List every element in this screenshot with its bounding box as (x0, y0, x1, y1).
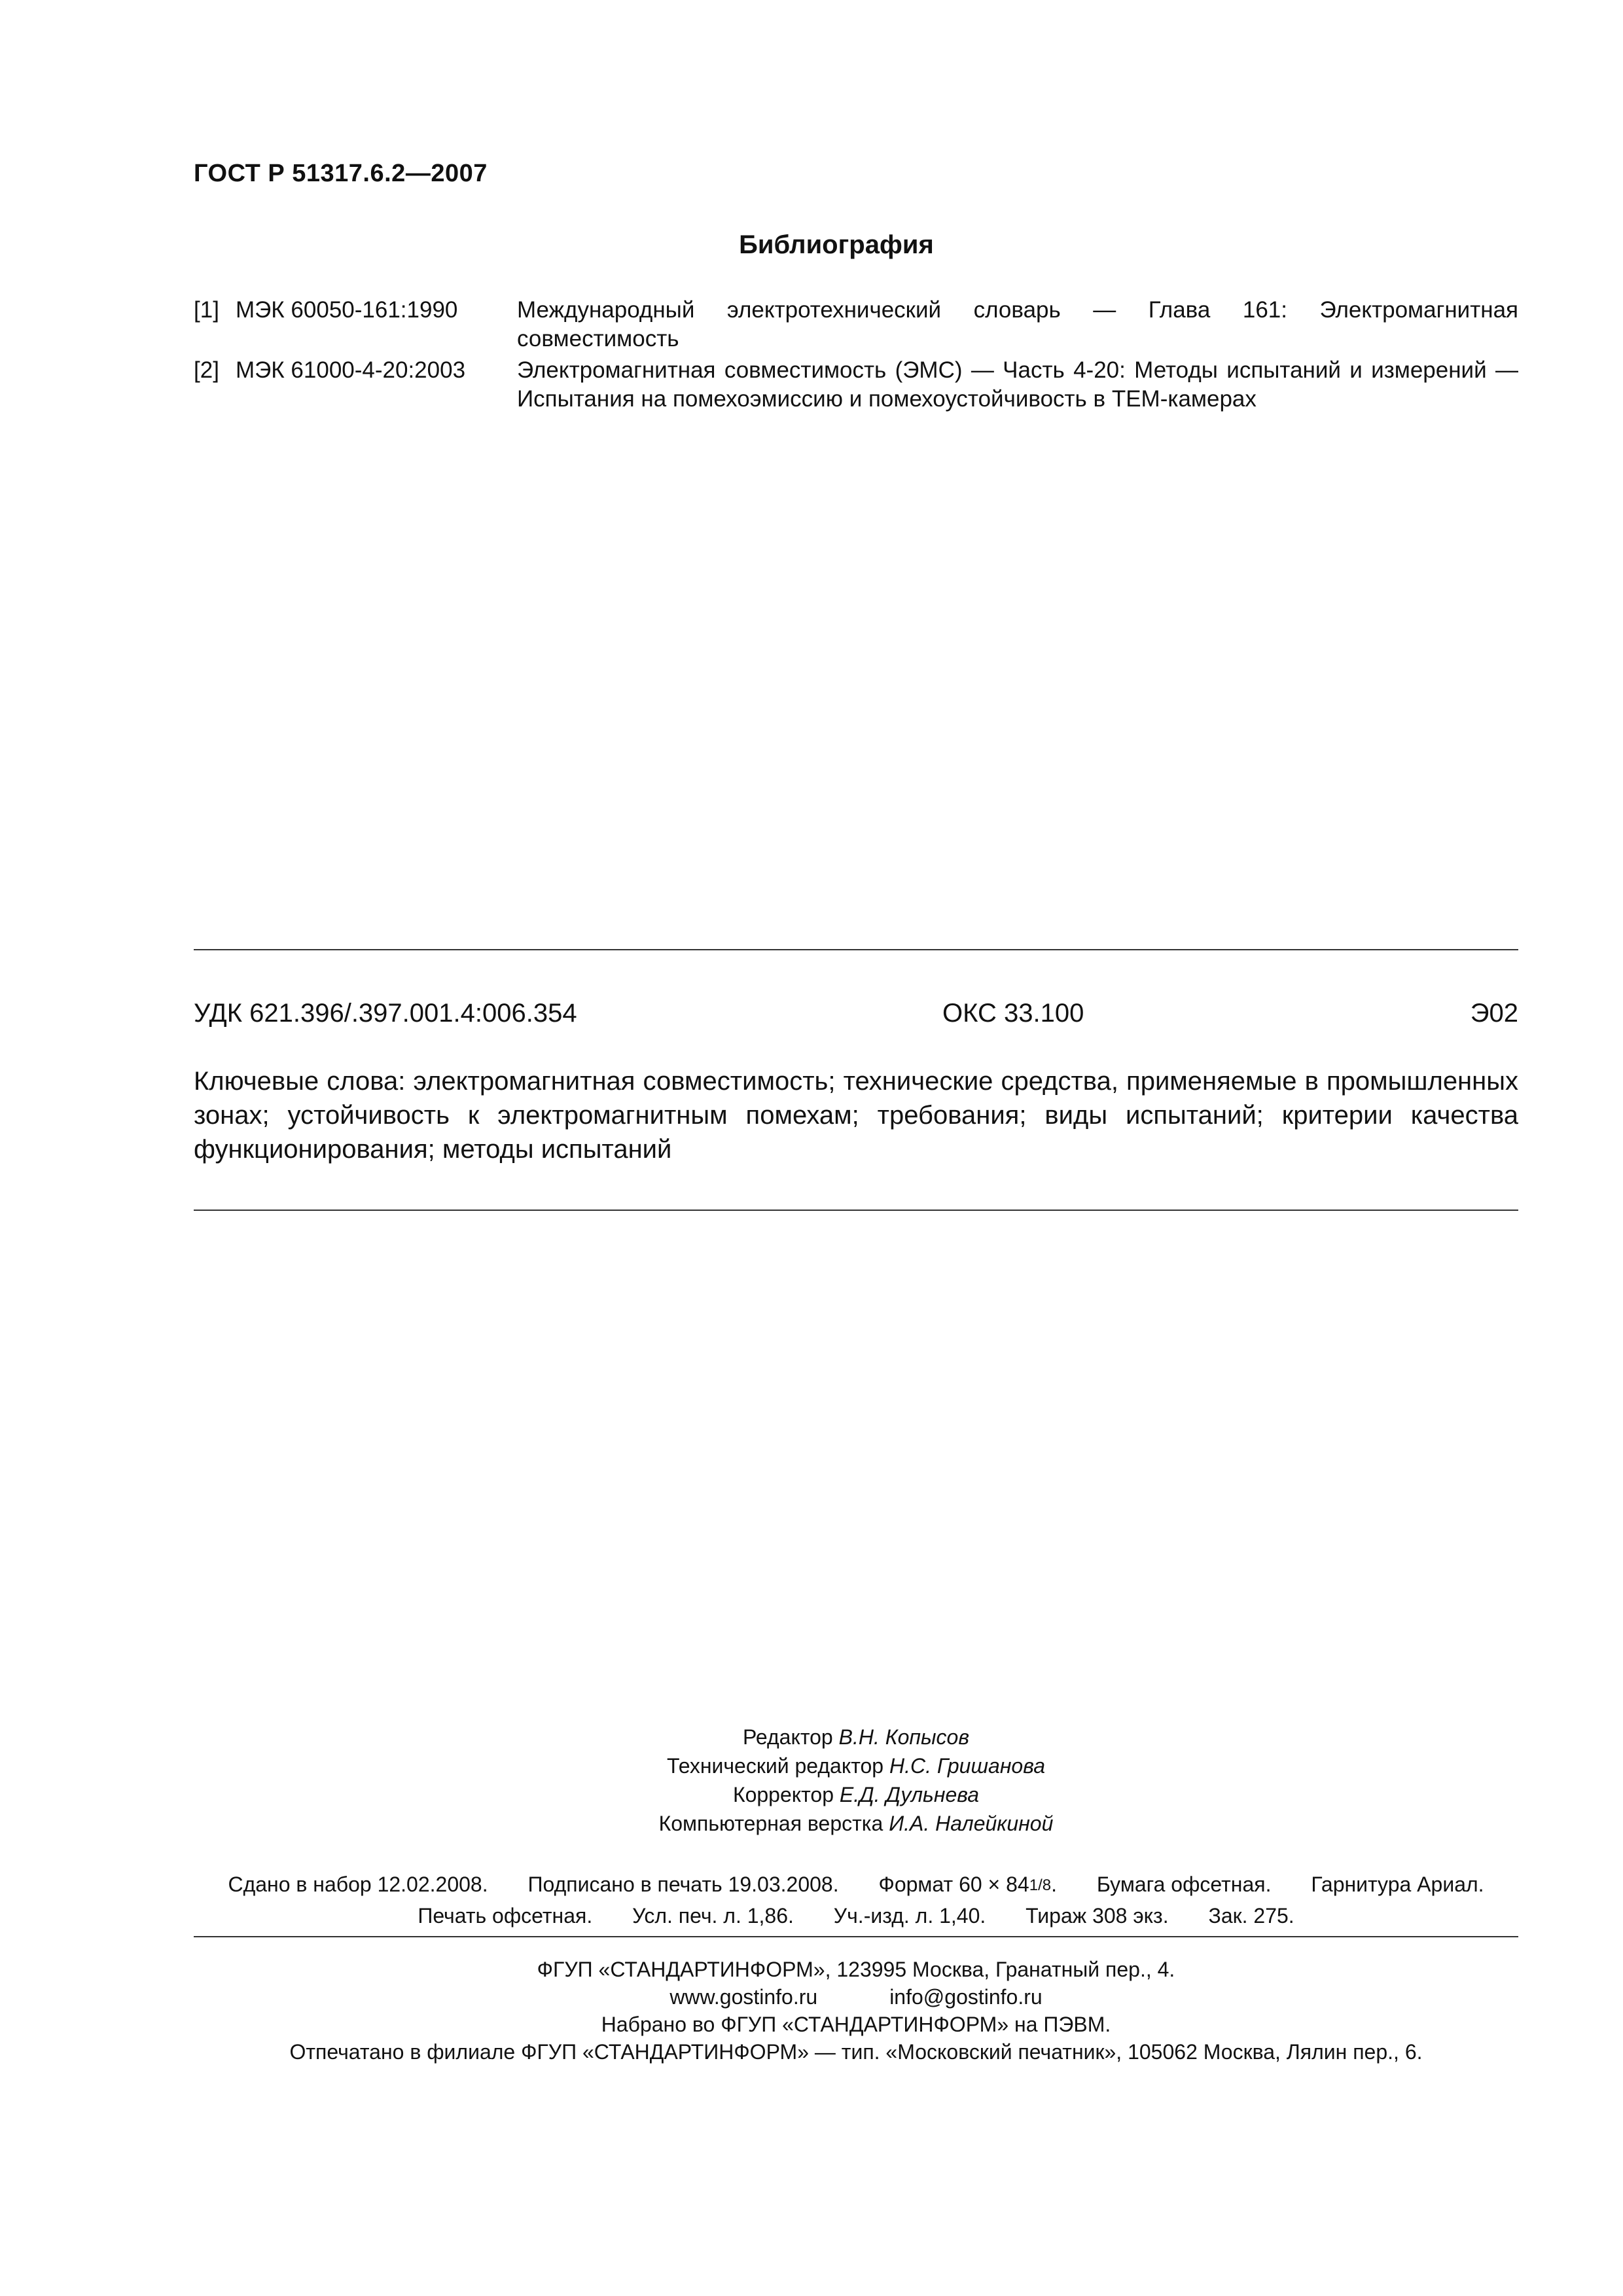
divider-top (194, 949, 1518, 950)
print-info-line-1 (194, 1869, 1518, 1901)
page-header-standard-id: ГОСТ Р 51317.6.2—2007 (194, 160, 488, 187)
format-label: Формат 60 × 84 (878, 1873, 1029, 1896)
credit-role: Технический редактор (666, 1754, 884, 1778)
credit-line (194, 1751, 1518, 1780)
usl-sheets: Усл. печ. л. 1,86. (632, 1904, 794, 1928)
uch-sheets: Уч.-изд. л. 1,40. (833, 1904, 986, 1928)
typeface-info: Гарнитура Ариал. (1311, 1873, 1484, 1896)
paper-type: Бумага офсетная. (1096, 1873, 1272, 1896)
classification-row (194, 999, 1518, 1028)
credit-role: Компьютерная верстка (658, 1812, 883, 1835)
print-info-block (194, 1869, 1518, 1931)
signed-date: Подписано в печать 19.03.2008. (527, 1873, 839, 1896)
printed-info: Отпечатано в филиале ФГУП «СТАНДАРТИНФОРМ» — тип. «Московский печатник», 105062 Москва, Лялин пер., 6. (289, 2040, 1423, 2064)
credit-name: В.Н. Копысов (838, 1725, 970, 1749)
bibliography-entry-text: Международный электротехнический словарь — Глава 161: Электромагнитная совместимость (517, 297, 1518, 351)
credit-line (194, 1723, 1518, 1751)
credits-block (194, 1723, 1518, 1838)
credit-role: Корректор (732, 1783, 834, 1806)
keywords-paragraph: Ключевые слова: электромагнитная совместимость; технические средства, применяемые в промышленных зонах; устойчивость к электромагнитным помехам; требования; виды испытаний; критерии качества функционирования; методы испытаний (194, 1067, 1518, 1164)
credit-name: И.А. Налейкиной (889, 1812, 1054, 1835)
format-fraction: 1/8 (1029, 1876, 1052, 1894)
order-number: Зак. 275. (1208, 1904, 1294, 1928)
classification-code: Э02 (1470, 999, 1518, 1028)
publisher-email: info@gostinfo.ru (889, 1985, 1043, 2009)
publisher-website: www.gostinfo.ru (669, 1985, 818, 2009)
divider-publisher (194, 1936, 1518, 1937)
bibliography-title: Библиография (739, 230, 934, 259)
credit-line (194, 1780, 1518, 1809)
bibliography-entry-number: [2] (194, 357, 219, 383)
credit-line (194, 1809, 1518, 1838)
bibliography-entry (194, 296, 1518, 353)
publisher-contacts (194, 1983, 1518, 2011)
print-type: Печать офсетная. (418, 1904, 593, 1928)
bibliography-entry-code: МЭК 60050-161:1990 (236, 297, 458, 323)
udk-code: УДК 621.396/.397.001.4:006.354 (194, 999, 577, 1028)
print-info-line-2 (194, 1901, 1518, 1931)
bibliography-list (194, 296, 1518, 416)
bibliography-entry-number: [1] (194, 297, 219, 323)
bibliography-entry-text: Электромагнитная совместимость (ЭМС) — Часть 4-20: Методы испытаний и измерений — Испытания на помехоэмиссию и помехоустойчивость в ТЕМ-камерах (517, 357, 1518, 412)
divider-bottom (194, 1210, 1518, 1211)
bibliography-entry (194, 356, 1518, 414)
bibliography-entry-code: МЭК 61000-4-20:2003 (236, 357, 466, 383)
submitted-date: Сдано в набор 12.02.2008. (228, 1873, 488, 1896)
oks-code: ОКС 33.100 (942, 999, 1084, 1028)
typeset-info: Набрано во ФГУП «СТАНДАРТИНФОРМ» на ПЭВМ. (601, 2013, 1111, 2036)
publisher-address: ФГУП «СТАНДАРТИНФОРМ», 123995 Москва, Гранатный пер., 4. (537, 1958, 1175, 1981)
credit-name: Н.С. Гришанова (889, 1754, 1046, 1778)
publisher-block (194, 1956, 1518, 2066)
credit-role: Редактор (742, 1725, 833, 1749)
credit-name: Е.Д. Дульнева (839, 1783, 980, 1806)
format-info: Формат 60 × 841/8. (879, 1873, 1057, 1896)
circulation: Тираж 308 экз. (1026, 1904, 1169, 1928)
